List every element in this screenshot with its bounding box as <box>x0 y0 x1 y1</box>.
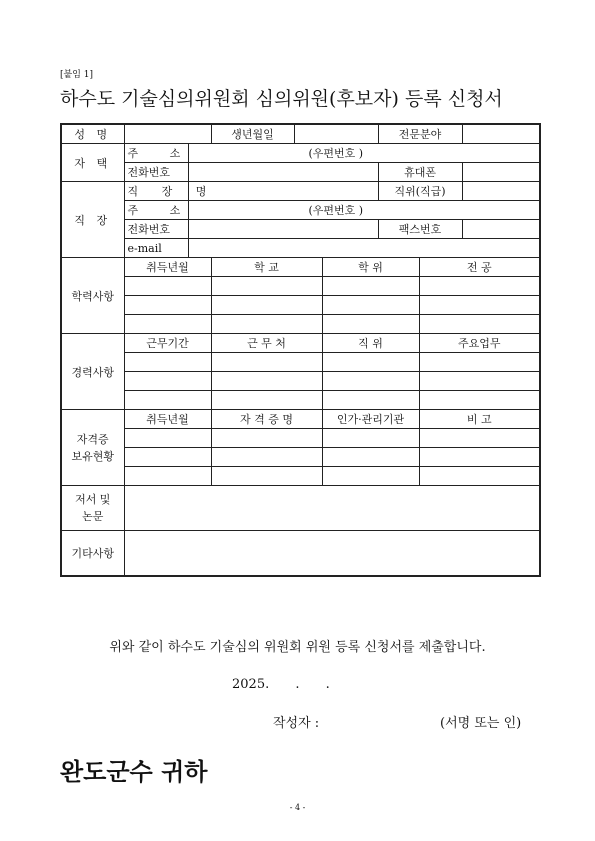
email-field[interactable] <box>188 239 539 258</box>
papers-row <box>62 486 539 531</box>
table-cell[interactable] <box>211 277 322 296</box>
table-cell[interactable] <box>419 372 539 391</box>
license-col-date: 취득년월 <box>124 410 211 429</box>
education-col-degree: 학 위 <box>322 258 419 277</box>
mobile-label: 휴대폰 <box>378 163 462 182</box>
work-phone-row <box>62 220 539 239</box>
home-phone-label: 전화번호 <box>124 163 188 182</box>
work-label: 직 장 <box>62 182 124 258</box>
table-cell[interactable] <box>211 467 322 486</box>
career-label: 경력사항 <box>62 334 124 410</box>
license-col-authority: 인가·관리기관 <box>322 410 419 429</box>
license-col-name: 자 격 증 명 <box>211 410 322 429</box>
table-cell[interactable] <box>322 391 419 410</box>
table-cell[interactable] <box>419 391 539 410</box>
table-cell[interactable] <box>211 296 322 315</box>
education-label: 학력사항 <box>62 258 124 334</box>
table-cell[interactable] <box>419 467 539 486</box>
education-row <box>62 315 539 334</box>
career-row <box>62 353 539 372</box>
email-label: e-mail <box>124 239 188 258</box>
table-cell[interactable] <box>322 448 419 467</box>
page-number: - 4 - <box>289 803 306 812</box>
table-cell[interactable] <box>211 429 322 448</box>
license-row <box>62 467 539 486</box>
career-col-duties: 주요업무 <box>419 334 539 353</box>
name-label: 성 명 <box>62 125 124 144</box>
table-cell[interactable] <box>322 467 419 486</box>
education-col-major: 전 공 <box>419 258 539 277</box>
work-position-field[interactable] <box>462 182 539 201</box>
fax-label: 팩스번호 <box>378 220 462 239</box>
career-header-row <box>62 334 539 353</box>
table-cell[interactable] <box>124 467 211 486</box>
home-phone-row <box>62 163 539 182</box>
annex-label: [붙임 1] <box>60 70 93 80</box>
license-label-line1: 자격증 <box>76 432 109 446</box>
table-cell[interactable] <box>419 315 539 334</box>
home-address-field[interactable]: (우편번호 ) <box>188 144 539 163</box>
work-address-row <box>62 201 539 220</box>
table-cell[interactable] <box>322 429 419 448</box>
license-row <box>62 448 539 467</box>
table-cell[interactable] <box>124 277 211 296</box>
table-cell[interactable] <box>322 353 419 372</box>
work-company-field[interactable] <box>188 182 378 201</box>
writer-label: 작성자 : <box>273 716 320 731</box>
name-field[interactable] <box>124 125 211 144</box>
birth-label: 생년월일 <box>211 125 294 144</box>
table-cell[interactable] <box>322 277 419 296</box>
home-address-label: 주 소 <box>124 144 188 163</box>
table-cell[interactable] <box>419 448 539 467</box>
submission-statement: 위와 같이 하수도 기술심의 위원회 위원 등록 신청서를 제출합니다. <box>109 640 486 655</box>
table-cell[interactable] <box>322 296 419 315</box>
education-col-school: 학 교 <box>211 258 322 277</box>
career-col-period: 근무기간 <box>124 334 211 353</box>
license-header-row <box>62 410 539 429</box>
submission-date: 2025. . . <box>232 677 330 692</box>
table-cell[interactable] <box>322 315 419 334</box>
papers-field[interactable] <box>124 486 539 531</box>
table-cell[interactable] <box>211 372 322 391</box>
table-cell[interactable] <box>419 429 539 448</box>
table-cell[interactable] <box>211 448 322 467</box>
signature-label: (서명 또는 인) <box>440 716 522 731</box>
education-row <box>62 277 539 296</box>
license-col-remarks: 비 고 <box>419 410 539 429</box>
home-label: 자 택 <box>62 144 124 182</box>
career-row <box>62 391 539 410</box>
work-address-field[interactable]: (우편번호 ) <box>188 201 539 220</box>
license-label <box>62 410 124 486</box>
specialty-field[interactable] <box>462 125 539 144</box>
table-cell[interactable] <box>124 391 211 410</box>
other-label: 기타사항 <box>62 531 124 576</box>
table-cell[interactable] <box>124 353 211 372</box>
mobile-field[interactable] <box>462 163 539 182</box>
papers-label-line2: 논문 <box>82 510 104 523</box>
addressee: 완도군수 귀하 <box>60 758 208 786</box>
table-cell[interactable] <box>124 372 211 391</box>
birth-field[interactable] <box>294 125 378 144</box>
name-row <box>62 125 539 144</box>
table-cell[interactable] <box>211 315 322 334</box>
home-address-row <box>62 144 539 163</box>
table-cell[interactable] <box>124 448 211 467</box>
table-cell[interactable] <box>322 372 419 391</box>
table-cell[interactable] <box>124 429 211 448</box>
table-cell[interactable] <box>419 296 539 315</box>
table-cell[interactable] <box>419 277 539 296</box>
work-phone-label: 전화번호 <box>124 220 188 239</box>
table-cell[interactable] <box>124 296 211 315</box>
application-form <box>60 123 541 577</box>
form-title: 하수도 기술심의위원회 심의위원(후보자) 등록 신청서 <box>60 88 503 110</box>
work-phone-field[interactable] <box>188 220 378 239</box>
work-address-label: 주 소 <box>124 201 188 220</box>
education-col-date: 취득년월 <box>124 258 211 277</box>
table-cell[interactable] <box>419 353 539 372</box>
other-row <box>62 531 539 576</box>
license-label-line2: 보유현황 <box>71 449 114 463</box>
papers-label-line1: 저서 및 <box>75 493 111 506</box>
work-company-row <box>62 182 539 201</box>
work-company-label: 직 장 명 <box>124 182 188 201</box>
other-field[interactable] <box>124 531 539 576</box>
career-row <box>62 372 539 391</box>
table-cell[interactable] <box>211 391 322 410</box>
home-phone-field[interactable] <box>188 163 378 182</box>
table-cell[interactable] <box>211 353 322 372</box>
table-cell[interactable] <box>124 315 211 334</box>
work-email-row <box>62 239 539 258</box>
career-col-position: 직 위 <box>322 334 419 353</box>
papers-label <box>62 486 124 531</box>
work-position-label: 직위(직급) <box>378 182 462 201</box>
specialty-label: 전문분야 <box>378 125 462 144</box>
license-row <box>62 429 539 448</box>
education-header-row <box>62 258 539 277</box>
education-row <box>62 296 539 315</box>
career-col-workplace: 근 무 처 <box>211 334 322 353</box>
fax-field[interactable] <box>462 220 539 239</box>
